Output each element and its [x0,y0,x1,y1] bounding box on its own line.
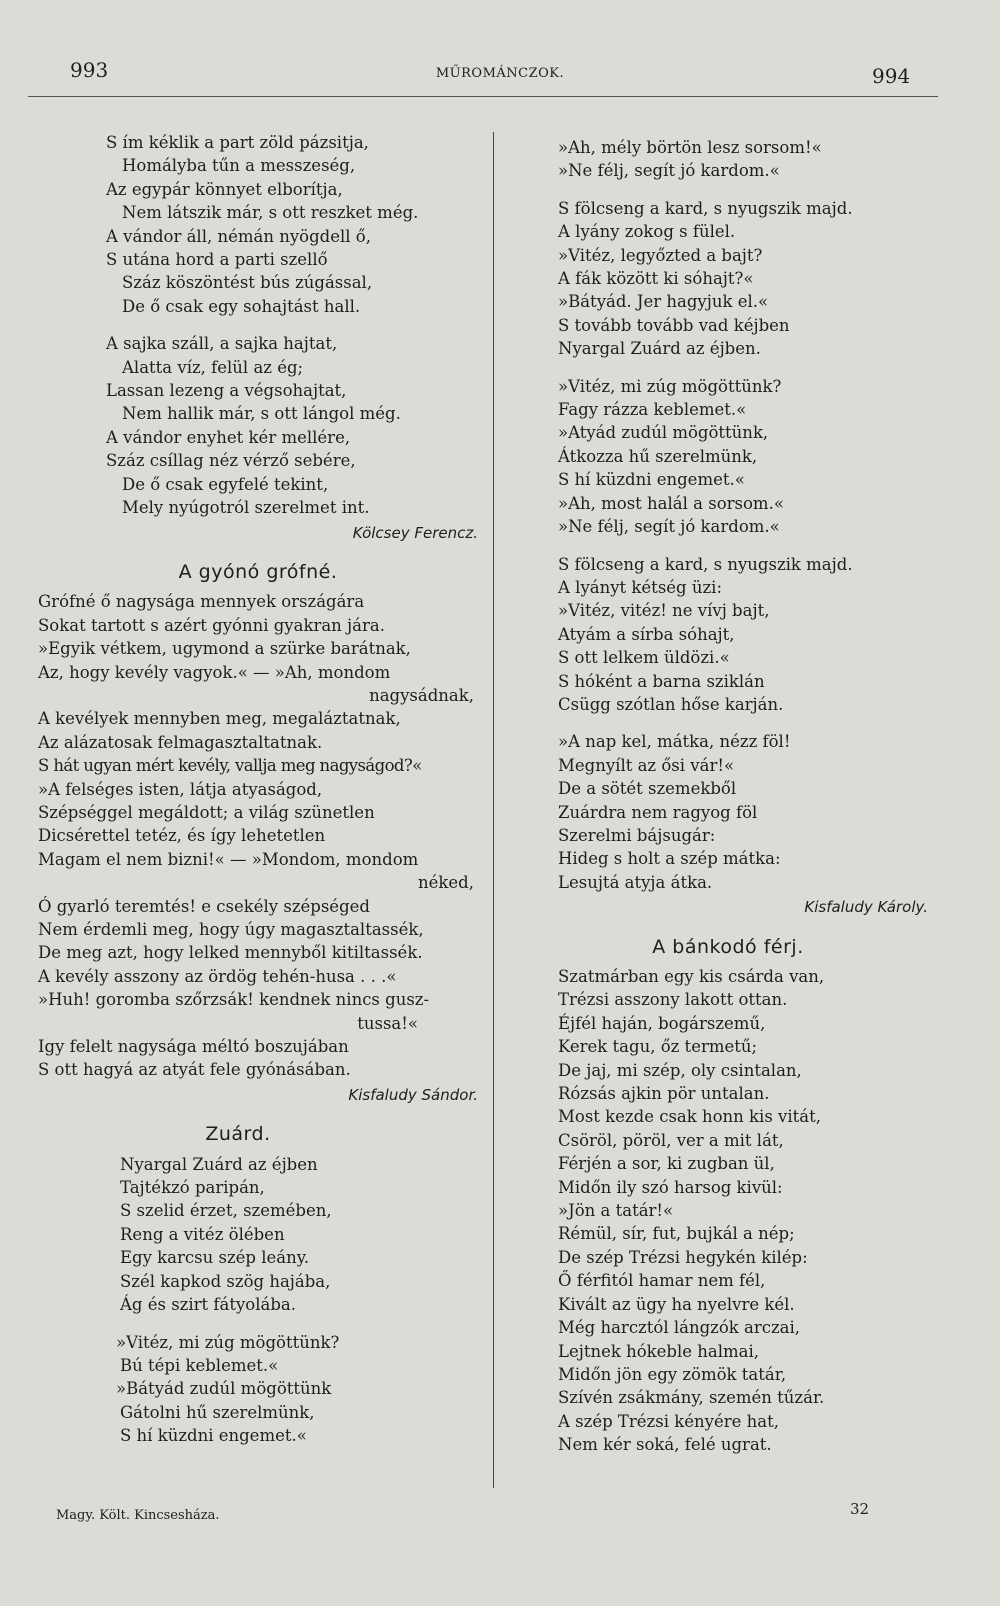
verse-line: Lejtnek hókeble halmai, [558,1341,760,1361]
verse-line: »Vitéz, mi zúg mögöttünk? [558,376,782,396]
verse-line: Éjfél haján, bogárszemű, [558,1013,766,1033]
verse-line: Szívén zsákmány, szemén tűzár. [558,1388,825,1408]
verse-line: A kevély asszony az ördög tehén-husa . . .« [38,966,397,986]
verse-line: Ó gyarló teremtés! e csekély szépséged [38,896,370,916]
verse-line: Az alázatosak felmagasztaltatnak. [38,732,323,752]
verse-line: Átkozza hű szerelmünk, [558,446,758,466]
verse-line: »Ne félj, segít jó kardom.« [558,517,780,537]
verse-line: Bú tépi keblemet.« [120,1355,279,1375]
verse-line: S ott lelkem üldözi.« [558,648,730,668]
verse-line: »Ah, most halál a sorsom.« [558,493,784,513]
verse-line: Rózsás ajkin pör untalan. [558,1084,770,1104]
verse-line: S hát ugyan mért kevély, vallja meg nagyságod?« [38,756,422,776]
verse-line: Tajtékzó paripán, [120,1178,265,1198]
verse-line: S ím kéklik a part zöld pázsitja, [106,133,369,152]
verse-line: Száz köszöntést bús zúgással, [122,273,373,293]
author-kisfaludy-sandor: Kisfaludy Sándor. [348,1085,478,1104]
verse-line: »Egyik vétkem, ugymond a szürke barátnak, [38,639,411,659]
running-title: MŰROMÁNCZOK. [435,66,565,81]
verse-line: De ő csak egy sohajtást hall. [122,296,361,316]
verse-line: Ő férfitól hamar nem fél, [558,1271,766,1291]
verse-line: Mely nyúgotról szerelmet int. [122,498,370,518]
verse-line: »Huh! goromba szőrzsák! kendnek nincs gusz- [38,990,430,1010]
verse-line-continuation: néked, [418,873,474,893]
verse-line: Rémül, sír, fut, bujkál a nép; [558,1224,795,1244]
verse-line: S szelid érzet, szemében, [120,1201,332,1221]
author-kolcsey: Kölcsey Ferencz. [352,523,478,542]
verse-line: De ő csak egyfelé tekint, [122,474,329,494]
verse-line: De a sötét szemekből [558,779,737,799]
verse-line: Hideg s holt a szép mátka: [558,849,781,869]
verse-line: A szép Trézsi kényére hat, [558,1411,779,1431]
verse-line: Nem érdemli meg, hogy úgy magasztaltassék, [38,920,424,939]
verse-line: A fák között ki sóhajt?« [558,269,754,289]
verse-line: »Bátyád. Jer hagyjuk el.« [558,292,769,312]
verse-line: Száz csíllag néz vérző sebére, [106,451,356,471]
verse-line: S tovább tovább vad kéjben [558,315,790,335]
verse-line: Igy felelt nagysága méltó boszujában [38,1037,349,1057]
verse-line: A kevélyek mennyben meg, megaláztatnak, [38,709,401,729]
author-kisfaludy-karoly: Kisfaludy Károly. [804,898,928,917]
page-number-left: 993 [70,58,109,82]
verse-line: Nyargal Zuárd az éjben [120,1154,318,1174]
verse-line-continuation: tussa!« [357,1013,418,1033]
verse-line: Csöröl, pöröl, ver a mit lát, [558,1130,784,1150]
verse-line: Zuárdra nem ragyog föl [558,802,758,822]
signature-mark: Magy. Költ. Kincsesháza. [56,1508,220,1523]
poem-zuard-continued [558,136,958,894]
verse-line: Most kezde csak honn kis vitát, [558,1107,821,1127]
verse-line: Megnyílt az ősi vár!« [558,755,735,775]
verse-line: Homályba tűn a messzeség, [122,156,356,176]
verse-line: »Ne félj, segít jó kardom.« [558,161,780,181]
verse-line: Szerelmi bájsugár: [558,825,716,845]
verse-line: A vándor enyhet kér mellére, [106,427,351,447]
verse-line: Alatta víz, felül az ég; [122,357,304,377]
verse-line: Fagy rázza keblemet.« [558,400,747,420]
verse-line: A lyány zokog s fülel. [558,222,736,242]
verse-line: S hóként a barna sziklán [558,671,765,691]
verse-line: Trézsi asszony lakott ottan. [558,990,788,1010]
poem-gyono-grofne [38,590,478,1082]
verse-line: S hí küzdni engemet.« [558,470,745,490]
verse-line: »Ah, mély börtön lesz sorsom!« [558,138,822,157]
verse-line: Magam el nem bizni!« — »Mondom, mondom [38,849,419,869]
verse-line: »Vitéz, vitéz! ne vívj bajt, [558,601,770,621]
verse-line: S fölcseng a kard, s nyugszik majd. [558,554,853,574]
verse-line: Nem kér soká, felé ugrat. [558,1435,772,1455]
verse-line: Férjén a sor, ki zugban ül, [558,1154,775,1174]
verse-line: Sokat tartott s azért gyónni gyakran jára. [38,615,385,635]
verse-line: Lesujtá atyja átka. [558,872,713,892]
verse-line: De szép Trézsi hegykén kilép: [558,1247,808,1267]
verse-line: Ág és szirt fátyolába. [120,1295,296,1315]
right-column [558,136,958,1457]
verse-line: »Atyád zudúl mögöttünk, [558,423,769,443]
poem-title-bankodo-ferj: A bánkodó férj. [652,935,804,958]
verse-line: Még harcztól lángzók arczai, [558,1318,801,1338]
verse-line: S hí küzdni engemet.« [120,1426,307,1446]
verse-line: De jaj, mi szép, oly csintalan, [558,1060,802,1080]
verse-line: »Jön a tatár!« [558,1201,674,1221]
verse-line: Gátolni hű szerelmünk, [120,1402,315,1422]
verse-line: A sajka száll, a sajka hajtat, [106,334,338,354]
verse-line: Nem látszik már, s ott reszket még. [122,203,419,223]
verse-line: Szél kapkod szög hajába, [120,1271,331,1291]
poem-title-zuard: Zuárd. [205,1123,271,1146]
verse-line: A lyányt kétség üzi: [558,577,723,597]
verse-line: Szatmárban egy kis csárda van, [558,967,825,986]
poem-kolcsey [38,131,478,520]
verse-line: »Vitéz, legyőzted a bajt? [558,245,763,265]
verse-line: Nem hallik már, s ott lángol még. [122,404,401,424]
verse-line: Reng a vitéz ölében [120,1224,285,1244]
verse-line: S fölcseng a kard, s nyugszik majd. [558,198,853,218]
poem-title-gyono-grofne: A gyónó grófné. [178,560,338,583]
verse-line: Nyargal Zuárd az éjben. [558,339,761,359]
verse-line-continuation: nagysádnak, [369,685,474,705]
verse-line: Egy karcsu szép leány. [120,1248,310,1268]
page-number-right: 994 [872,64,911,88]
verse-line: Kerek tagu, őz termetű; [558,1037,758,1057]
verse-line: »Vitéz, mi zúg mögöttünk? [116,1332,340,1352]
verse-line: Az, hogy kevély vagyok.« — »Ah, mondom [38,662,391,682]
left-column [38,131,478,1448]
verse-line: »A nap kel, mátka, nézz föl! [558,732,791,752]
verse-line: Midőn jön egy zömök tatár, [558,1364,787,1384]
verse-line: S ott hagyá az atyát fele gyónásában. [38,1060,351,1080]
verse-line: Midőn ily szó harsog kivül: [558,1177,783,1197]
poem-zuard [38,1153,478,1448]
verse-line: Szépséggel megáldott; a világ szünetlen [38,802,375,822]
verse-line: A vándor áll, némán nyögdell ő, [106,226,371,246]
poem-bankodo-ferj [558,965,958,1457]
verse-line: Lassan lezeng a végsohajtat, [106,381,347,401]
verse-line: S utána hord a parti szellő [106,250,328,270]
column-divider [493,132,494,1488]
verse-line: Kivált az ügy ha nyelvre kél. [558,1294,795,1314]
verse-line: Atyám a sírba sóhajt, [558,624,735,644]
verse-line: »A felséges isten, látja atyaságod, [38,779,323,799]
verse-line: Grófné ő nagysága mennyek országára [38,592,365,612]
verse-line: Az egypár könnyet elborítja, [106,179,343,199]
verse-line: De meg azt, hogy lelked mennyből kitiltassék. [38,943,423,963]
verse-line: »Bátyád zudúl mögöttünk [116,1379,332,1399]
verse-line: Dicsérettel tetéz, és így lehetetlen [38,826,326,846]
signature-number: 32 [850,1500,870,1518]
header-rule [28,96,938,97]
verse-line: Csügg szótlan hőse karján. [558,694,784,714]
